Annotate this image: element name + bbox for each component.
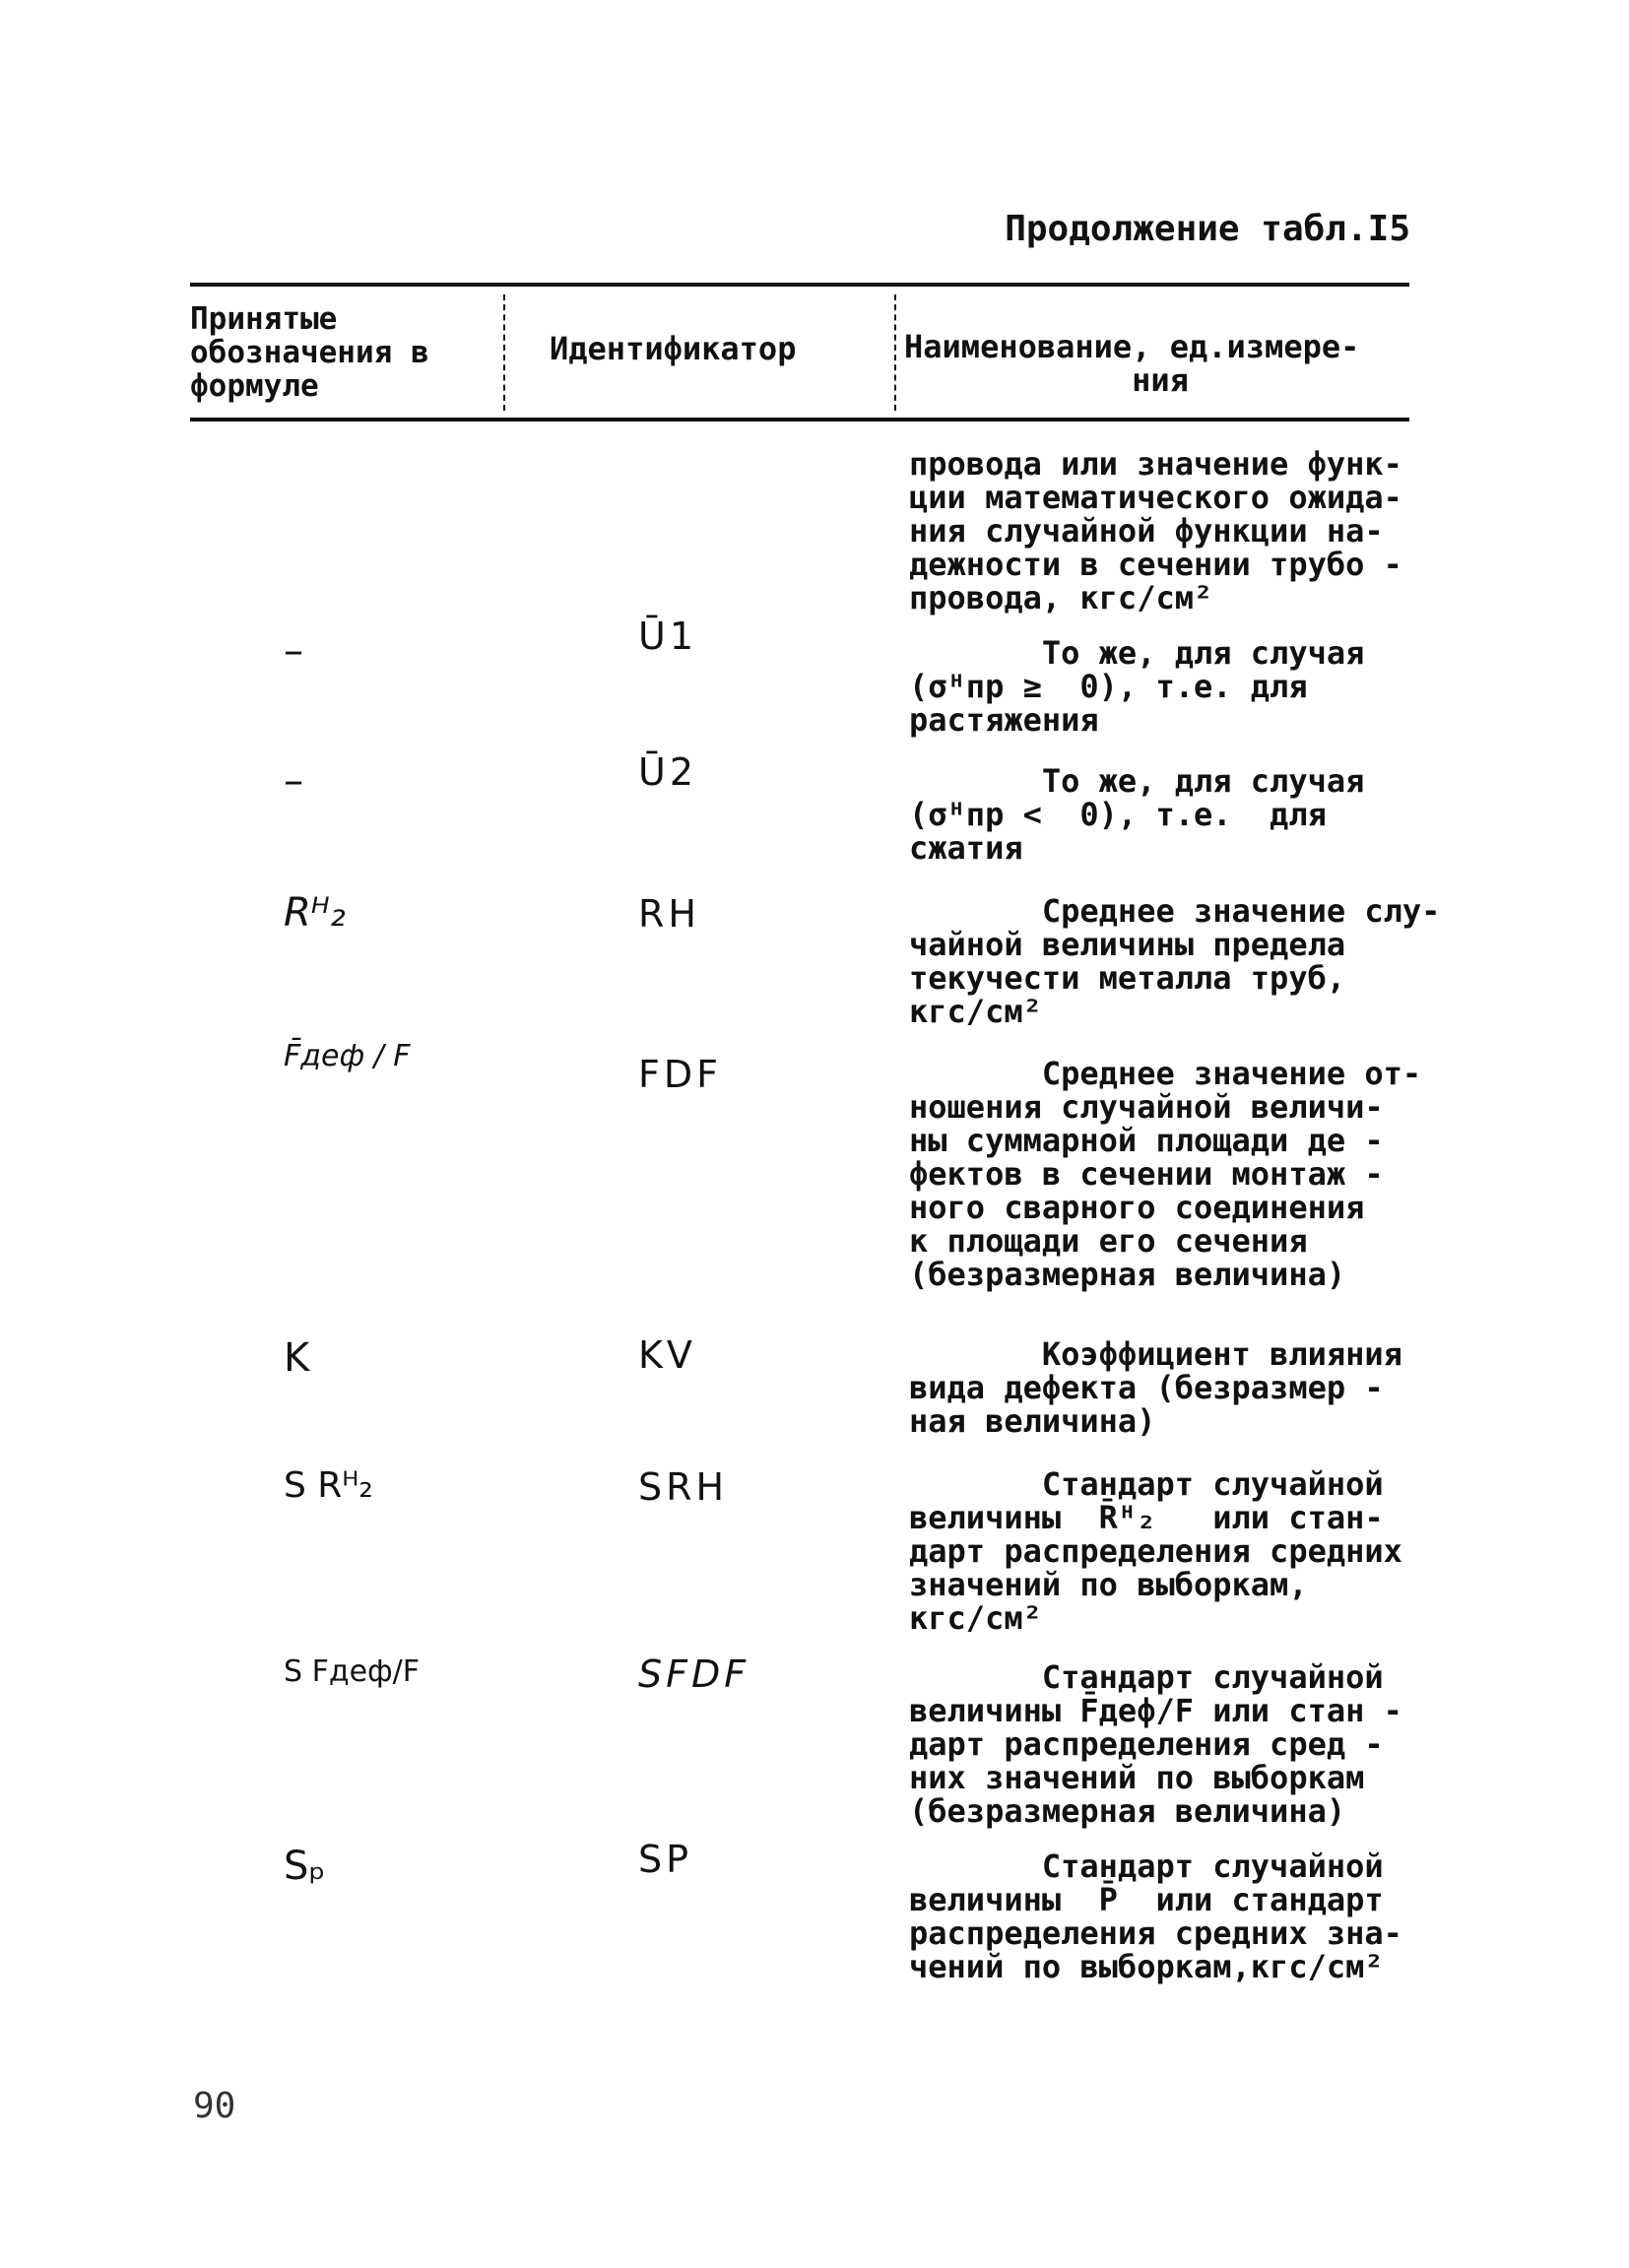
row-identifier: SRH — [638, 1465, 729, 1509]
row-symbol: F̄деф / F — [284, 1039, 411, 1073]
row-symbol: S Fдеф/F — [284, 1654, 421, 1689]
row-description: Среднее значение слу- чайной величины предела текучести металла труб, кгс/см² — [909, 892, 1441, 1030]
header-name-units — [904, 330, 1416, 397]
row-identifier: Ū1 — [638, 615, 697, 658]
row-symbol: Rᴴ₂ — [284, 890, 346, 936]
row-identifier: Ū2 — [638, 750, 697, 794]
row-identifier: KV — [638, 1333, 696, 1377]
column-divider — [503, 294, 505, 411]
row-symbol: – — [284, 628, 303, 674]
header-name-units-line1: Наименование, ед.измере- — [904, 328, 1360, 365]
row-identifier: SFDF — [638, 1652, 750, 1696]
column-divider — [894, 294, 896, 411]
row-symbol: – — [284, 758, 303, 804]
row-description: Среднее значение от- ношения случайной величи- ны суммарной площади де - фектов в сечении монтаж - ного сварного соединения к площади его сечения (безразмерная величина) — [909, 1055, 1422, 1293]
row-symbol: Sₚ — [284, 1844, 326, 1889]
row-description: Коэффициент влияния вида дефекта (безразмер - ная величина) — [909, 1335, 1402, 1440]
header-name-units-line2: ния — [1132, 361, 1189, 399]
table-header — [190, 287, 1409, 418]
header-identifier: Идентификатор — [550, 330, 797, 367]
row-identifier: SP — [638, 1838, 693, 1881]
row-identifier: RH — [638, 892, 700, 936]
row-description: Стандарт случайной величины F̄деф/F или стан - дарт распределения сред - них значений по выборкам (безразмерная величина) — [909, 1658, 1402, 1830]
page-number: 90 — [193, 2086, 236, 2126]
table-caption: Продолжение табл.I5 — [1005, 209, 1410, 249]
header-designations: Принятые обозначения в формуле — [190, 301, 429, 404]
row-description: То же, для случая (σᴴпр ≥ 0), т.е. для растяжения — [909, 634, 1365, 739]
table-header-rule — [190, 418, 1409, 421]
parameter-table — [190, 283, 1441, 1985]
row-description: То же, для случая (σᴴпр < 0), т.е. для сжатия — [909, 762, 1365, 867]
row-description: Стандарт случайной величины P̄ или стандарт распределения средних зна- чений по выборкам,кгс/см² — [909, 1847, 1402, 1985]
row-symbol: S Rᴴ₂ — [284, 1465, 373, 1506]
row-identifier: FDF — [638, 1053, 722, 1096]
row-description: Стандарт случайной величины R̄ᴴ₂ или стан- дарт распределения средних значений по выборкам, кгс/см² — [909, 1465, 1402, 1637]
row-symbol: K — [284, 1335, 310, 1381]
row-description: провода или значение функ- ции математического ожида- ния случайной функции на- дежности в сечении трубо - провода, кгс/см² — [909, 445, 1402, 616]
